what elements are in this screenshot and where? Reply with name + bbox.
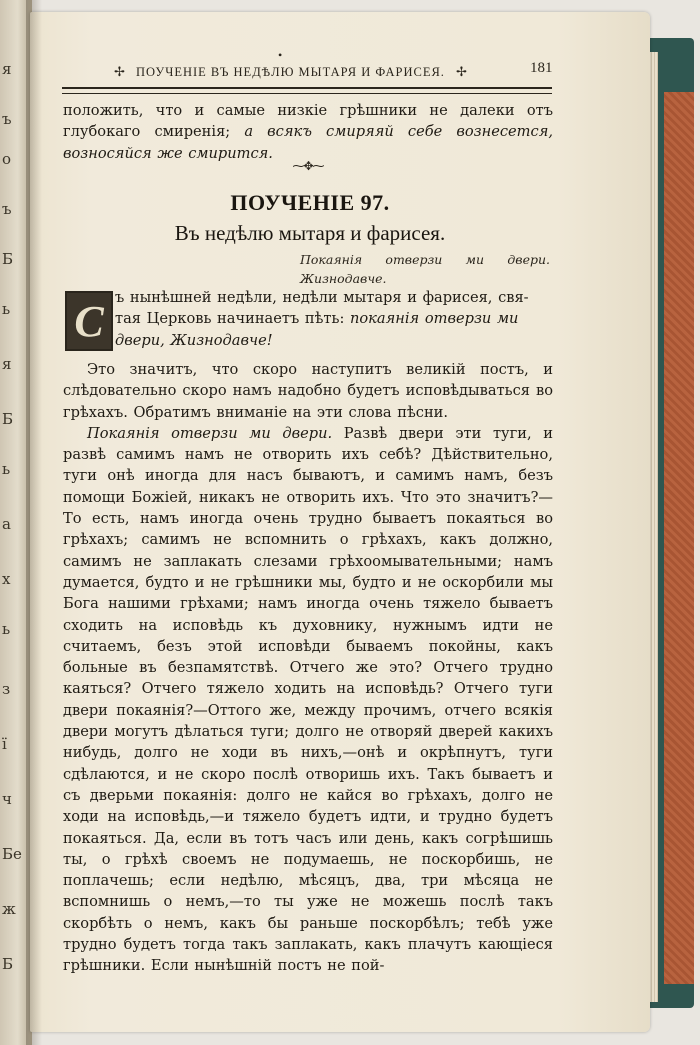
facing-page-fragment: ч <box>2 790 12 808</box>
facing-page-fragment: я <box>2 60 12 78</box>
facing-page-fragment: ь <box>2 300 11 318</box>
page-number: 181 <box>530 60 553 76</box>
facing-page-fragment: ї <box>2 735 7 753</box>
facing-page-fragment: Бе <box>2 845 22 863</box>
facing-page-fragment: х <box>2 570 11 588</box>
sermon-title: ПОУЧЕНІЕ 97. <box>230 190 390 215</box>
book-page <box>30 12 650 1032</box>
facing-page-fragment: Б <box>2 250 14 268</box>
drop-cap-letter: С <box>74 296 104 346</box>
facing-page-fragment: о <box>2 150 12 168</box>
facing-page-fragment: ь <box>2 460 11 478</box>
header-ornament-right: ✢ <box>456 64 468 79</box>
sermon-subtitle: Въ недѣлю мытаря и фарисея. <box>174 221 446 245</box>
facing-page-fragment: Б <box>2 410 14 428</box>
facing-page-fragment: з <box>2 680 11 698</box>
opening-text-plain: положить, что и самые низкіе грѣшники не далеки отъ глубокаго смиренія; <box>63 102 553 141</box>
facing-page-fragment: а <box>2 515 11 533</box>
book-cover-pattern <box>664 92 694 984</box>
epigraph: Покаянія отверзи ми двери. Жизнодавче. <box>300 252 550 286</box>
intro-line-2 <box>63 308 553 329</box>
body-paragraph-1: Это значитъ, что скоро наступитъ великій постъ, и слѣдовательно скоро намъ надобно будетъ исповѣдываться во грѣхахъ. Обратимъ вниманіе на эти слова пѣсни. <box>63 361 553 421</box>
intro-line-1: ъ нынѣшней недѣли, недѣли мытаря и фарисея, свя- <box>115 289 529 306</box>
facing-page-fragment: я <box>2 355 12 373</box>
header-dot: • <box>278 48 283 62</box>
header-rule <box>62 87 552 94</box>
intro-line-3: двери, Жизнодавче! <box>115 331 273 349</box>
intro-line-2-plain: тая Церковь начинаетъ пѣть: <box>115 310 350 328</box>
facing-page-fragment: ь <box>2 620 11 638</box>
facing-page-fragment: Б <box>2 955 14 973</box>
binding-shadow <box>26 0 42 1045</box>
intro-paragraph <box>63 287 553 351</box>
opening-text-italic: а всякъ смиряяй себе вознесется, возносяйся же смирится. <box>63 123 553 162</box>
opening-paragraph <box>63 100 553 164</box>
facing-page-fragment: ъ <box>2 110 12 128</box>
facing-page-fragment: ж <box>2 900 16 918</box>
body-paragraph-2-text: Развѣ двери эти туги, и развѣ самимъ намъ не отворить ихъ себѣ? Дѣйствительно, туги онѣ иногда для насъ бываютъ, и самимъ намъ, безъ помощи Божіей, никакъ не отворить ихъ. Что это значитъ?—То есть, намъ иногда очень трудно бываетъ покаяться во грѣхахъ; самимъ не вспомнить о грѣхахъ, какъ должно, самимъ не заплакать слезами грѣхоомывательными; намъ думается, будто и не грѣшники мы, будто и не оскорбили мы Бога нашими грѣхами; намъ иногда очень тяжело бываетъ сходить на исповѣдь къ духовнику, нужнымъ идти не считаемъ, безъ этой исповѣди бываемъ покойны, какъ больные въ безпамятствѣ. Отчего же это? Отчего трудно каяться? Отчего тяжело ходить на исповѣдь? Отчего туги двери покаянія?—Оттого же, между прочимъ, отчего всякія двери могутъ дѣлаться туги; долго не отворяй дверей какихъ нибудь, долго не ходи въ нихъ,—онѣ и окрѣпнутъ, туги сдѣлаются, и не скоро послѣ отворишь ихъ. Такъ бываетъ и съ дверьми покаянія: долго не кайся во грѣхахъ, долго не ходи на исповѣдь,—и тяжело будетъ идти, и трудно будетъ покаяться. Да, если въ тотъ часъ или день, какъ согрѣшишь ты, о грѣхѣ своемъ не подумаешь, не поскорбишь, не поплачешь; если недѣлю, мѣсяцъ, два, три мѣсяца не вспомнишь о немъ,—то ты уже не можешь послѣ такъ скорбѣть о немъ, какъ бы раньше поскорбѣлъ; тебѣ уже трудно будетъ тогда такъ заплакать, какъ плачутъ кающіеся грѣшники. Если нынѣшній постъ не пой- <box>63 424 553 975</box>
body-paragraph-2 <box>63 423 553 977</box>
section-ornament: ⁓✥⁓ <box>292 159 324 173</box>
body-paragraph-2-italic: Покаянія отверзи ми двери. <box>87 424 333 442</box>
header-ornament-left: ✢ <box>114 64 126 79</box>
intro-line-2-italic: покаянія отверзи ми <box>350 310 519 328</box>
running-header-title: ПОУЧЕНІЕ ВЪ НЕДѢЛЮ МЫТАРЯ И ФАРИСЕЯ. <box>136 65 445 79</box>
running-header <box>100 59 570 83</box>
body-text <box>63 359 553 977</box>
facing-page-fragment: ъ <box>2 200 12 218</box>
